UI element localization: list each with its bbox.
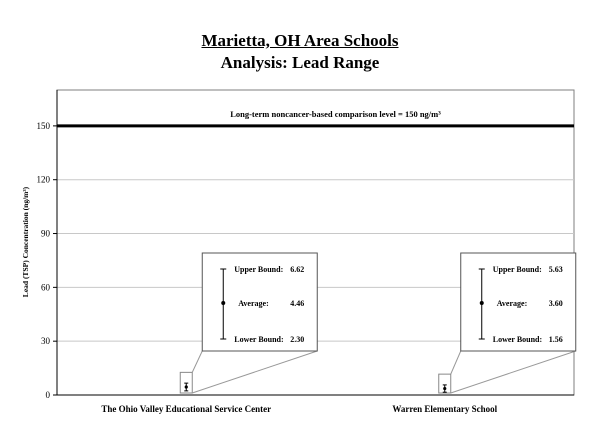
x-axis-categories [101, 404, 497, 414]
y-tick-label: 60 [41, 282, 50, 293]
callout-lower-label: Lower Bound: [492, 335, 543, 344]
callout-upper-label: Upper Bound: [234, 265, 284, 274]
reference-line-label: Long-term noncancer-based comparison level = 150 ng/m³ [230, 108, 441, 119]
y-tick-label: 150 [36, 120, 50, 131]
callout-lower-value: 2.30 [290, 335, 305, 344]
callout-average-value: 4.46 [290, 299, 305, 308]
callout-upper-value: 5.63 [548, 265, 563, 274]
average-point [185, 385, 188, 388]
category-label: Warren Elementary School [392, 404, 498, 414]
callout-average-label: Average: [238, 299, 269, 308]
callout-average-value: 3.60 [548, 299, 563, 308]
callout-upper-value: 6.62 [290, 265, 305, 274]
y-tick-label: 0 [45, 390, 50, 400]
y-tick-label: 90 [41, 228, 50, 239]
chart-title: Marietta, OH Area Schools [201, 31, 399, 50]
callout-average-point [480, 301, 484, 305]
y-tick-label: 30 [41, 336, 50, 347]
chart-subtitle: Analysis: Lead Range [220, 53, 380, 72]
callout-lower-value: 1.56 [548, 335, 563, 344]
callout-upper-label: Upper Bound: [492, 265, 542, 274]
callout-lower-label: Lower Bound: [234, 335, 284, 344]
callout-average-point [221, 301, 225, 305]
average-point [443, 387, 446, 390]
category-label: The Ohio Valley Educational Service Center [101, 404, 272, 414]
callout-average-label: Average: [496, 299, 528, 308]
y-axis-label: Lead (TSP) Concentration (ng/m³) [21, 186, 30, 298]
y-tick-label: 120 [36, 174, 50, 185]
